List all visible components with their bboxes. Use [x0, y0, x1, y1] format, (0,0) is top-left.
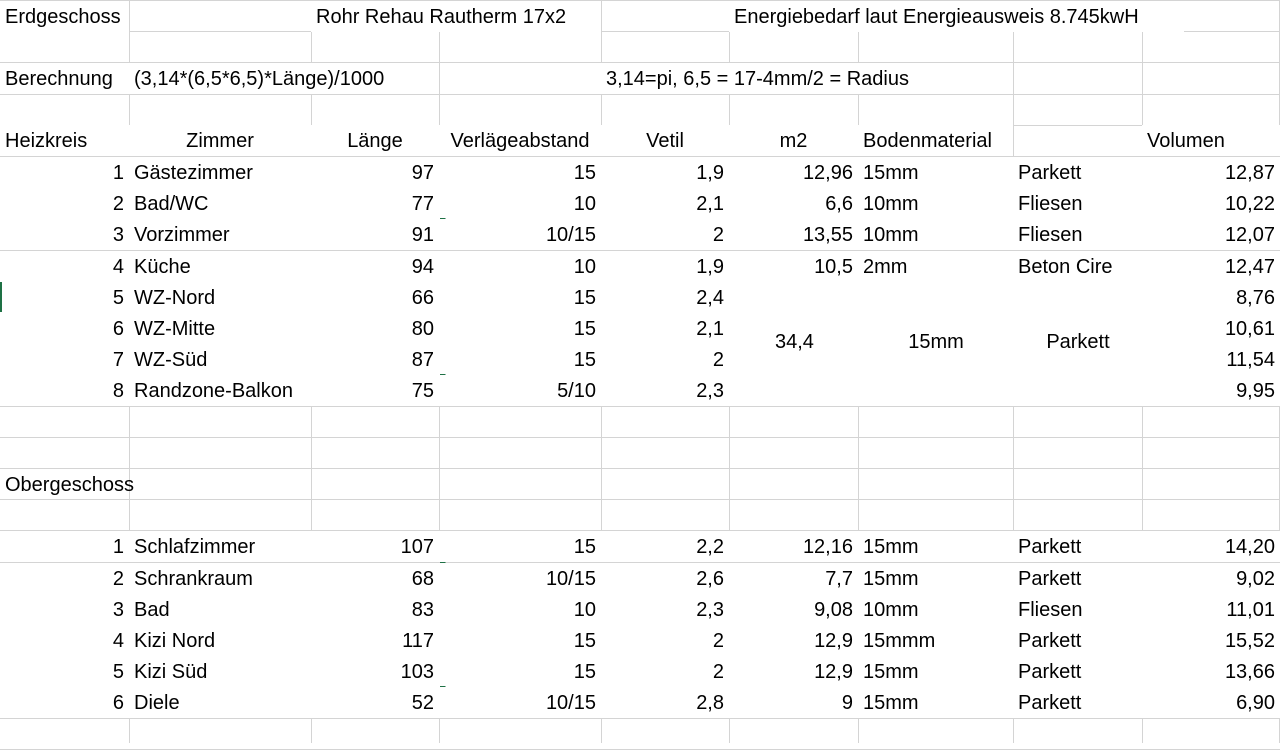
- og-row-m2-cell[interactable]: 12,16: [729, 531, 858, 562]
- header-heizkreis[interactable]: Heizkreis: [0, 125, 129, 156]
- eg-row-zimmer-cell[interactable]: Vorzimmer: [129, 219, 311, 250]
- og-row-boden-cell[interactable]: 10mm: [858, 594, 1013, 625]
- merged-wz-material[interactable]: [1014, 281, 1142, 404]
- eg-row-volumen-cell[interactable]: 10,61: [1142, 313, 1280, 344]
- header-laenge[interactable]: Länge: [311, 125, 439, 156]
- cell-erdgeschoss-title[interactable]: Erdgeschoss: [0, 1, 129, 32]
- selected-row-marker: [0, 282, 2, 312]
- eg-row-zimmer-cell[interactable]: Küche: [129, 251, 311, 282]
- eg-row-laenge-cell[interactable]: 97: [311, 157, 439, 188]
- og-row-volumen-cell[interactable]: 15,52: [1142, 625, 1280, 656]
- og-row-m2-cell[interactable]: 9: [729, 687, 858, 718]
- og-row-ventil-cell[interactable]: 2,3: [601, 594, 729, 625]
- og-row-nr-cell[interactable]: 6: [0, 687, 129, 718]
- og-row-nr-cell[interactable]: 3: [0, 594, 129, 625]
- eg-row-material-cell[interactable]: Fliesen: [1013, 188, 1142, 219]
- eg-row-nr-cell[interactable]: 2: [0, 188, 129, 219]
- og-row-zimmer-cell[interactable]: Schlafzimmer: [129, 531, 311, 562]
- eg-row-boden-cell[interactable]: 2mm: [858, 251, 1013, 282]
- og-row-boden-cell[interactable]: 15mm: [858, 687, 1013, 718]
- merged-wz-material-value: Parkett: [1046, 331, 1110, 353]
- header-verlegeabstand[interactable]: Verlägeabstand: [439, 125, 601, 156]
- eg-row-zimmer-cell[interactable]: Randzone-Balkon: [129, 375, 311, 406]
- eg-row-volumen-cell[interactable]: 12,87: [1142, 157, 1280, 188]
- og-row-material-cell[interactable]: Parkett: [1013, 563, 1142, 594]
- og-row-laenge-cell[interactable]: 83: [311, 594, 439, 625]
- eg-row-zimmer-cell[interactable]: WZ-Nord: [129, 282, 311, 313]
- og-row-nr-cell[interactable]: 2: [0, 563, 129, 594]
- eg-row-material-cell[interactable]: Beton Cire: [1013, 251, 1142, 282]
- og-row-volumen-cell[interactable]: 6,90: [1142, 687, 1280, 718]
- og-row-material-cell[interactable]: Fliesen: [1013, 594, 1142, 625]
- header-m2[interactable]: m2: [729, 125, 858, 156]
- eg-row-m2-cell[interactable]: 10,5: [729, 251, 858, 282]
- og-row-nr-cell[interactable]: 1: [0, 531, 129, 562]
- grid-row-line: [0, 499, 1280, 500]
- og-row-zimmer-cell[interactable]: Kizi Süd: [129, 656, 311, 687]
- og-row-ventil-cell[interactable]: 2: [601, 625, 729, 656]
- eg-row-boden-cell[interactable]: 15mm: [858, 157, 1013, 188]
- og-row-material-cell[interactable]: Parkett: [1013, 531, 1142, 562]
- eg-row-laenge-cell[interactable]: 77: [311, 188, 439, 219]
- eg-row-abstand-cell[interactable]: 15: [439, 344, 601, 375]
- og-row-laenge-cell[interactable]: 68: [311, 563, 439, 594]
- grid-row-line: [0, 718, 1280, 719]
- eg-row-abstand-cell[interactable]: 15: [439, 313, 601, 344]
- header-bodenmaterial[interactable]: Bodenmaterial: [858, 125, 1013, 156]
- eg-row-ventil-cell[interactable]: 1,9: [601, 157, 729, 188]
- eg-row-ventil-cell[interactable]: 2,1: [601, 313, 729, 344]
- eg-row-abstand-cell[interactable]: 15: [439, 282, 601, 313]
- eg-row-nr-cell[interactable]: 5: [0, 282, 129, 313]
- eg-row-nr-cell[interactable]: 8: [0, 375, 129, 406]
- cell-berechnung-formula[interactable]: (3,14*(6,5*6,5)*Länge)/1000: [129, 63, 439, 94]
- eg-row-ventil-cell[interactable]: 1,9: [601, 251, 729, 282]
- eg-row-abstand-cell[interactable]: 10: [439, 188, 601, 219]
- eg-row-abstand-cell[interactable]: 15: [439, 157, 601, 188]
- header-volumen[interactable]: Volumen: [1142, 125, 1280, 156]
- eg-row-laenge-cell[interactable]: 80: [311, 313, 439, 344]
- og-row-volumen-cell[interactable]: 11,01: [1142, 594, 1280, 625]
- og-row-zimmer-cell[interactable]: Bad: [129, 594, 311, 625]
- og-row-volumen-cell[interactable]: 14,20: [1142, 531, 1280, 562]
- eg-row-volumen-cell[interactable]: 11,54: [1142, 344, 1280, 375]
- eg-row-laenge-cell[interactable]: 91: [311, 219, 439, 250]
- cell-obergeschoss-title[interactable]: Obergeschoss: [5, 474, 134, 496]
- grid-row-line: [0, 406, 1280, 407]
- og-row-ventil-cell[interactable]: 2,8: [601, 687, 729, 718]
- og-row-zimmer-cell[interactable]: Schrankraum: [129, 563, 311, 594]
- og-row-zimmer-cell[interactable]: Diele: [129, 687, 311, 718]
- og-row-boden-cell[interactable]: 15mm: [858, 563, 1013, 594]
- eg-row-abstand-cell[interactable]: 5/10: [439, 375, 601, 406]
- eg-row-zimmer-cell[interactable]: Gästezimmer: [129, 157, 311, 188]
- eg-row-volumen-cell[interactable]: 9,95: [1142, 375, 1280, 406]
- eg-row-ventil-cell[interactable]: 2,1: [601, 188, 729, 219]
- og-row-m2-cell[interactable]: 12,9: [729, 656, 858, 687]
- og-row-m2-cell[interactable]: 12,9: [729, 625, 858, 656]
- eg-row-boden-cell[interactable]: 10mm: [858, 188, 1013, 219]
- og-row-m2-cell[interactable]: 9,08: [729, 594, 858, 625]
- grid-row-line: [0, 94, 1280, 95]
- og-row-boden-cell[interactable]: 15mmm: [858, 625, 1013, 656]
- og-row-abstand-cell[interactable]: 10: [439, 594, 601, 625]
- og-row-nr-cell[interactable]: 4: [0, 625, 129, 656]
- og-row-abstand-cell[interactable]: 15: [439, 531, 601, 562]
- og-row-laenge-cell[interactable]: 107: [311, 531, 439, 562]
- eg-row-laenge-cell[interactable]: 75: [311, 375, 439, 406]
- og-row-zimmer-cell[interactable]: Kizi Nord: [129, 625, 311, 656]
- eg-row-abstand-cell[interactable]: 10: [439, 251, 601, 282]
- cell-energie-title[interactable]: Energiebedarf laut Energieausweis 8.745kwH: [729, 1, 1184, 32]
- og-row-m2-cell[interactable]: 7,7: [729, 563, 858, 594]
- og-row-abstand-cell[interactable]: 10/15: [439, 687, 601, 718]
- og-row-laenge-cell[interactable]: 117: [311, 625, 439, 656]
- og-row-material-cell[interactable]: Parkett: [1013, 625, 1142, 656]
- og-row-abstand-cell[interactable]: 10/15: [439, 563, 601, 594]
- eg-row-zimmer-cell[interactable]: WZ-Mitte: [129, 313, 311, 344]
- header-ventil[interactable]: Vetil: [601, 125, 729, 156]
- eg-row-material-cell[interactable]: Parkett: [1013, 157, 1142, 188]
- eg-row-nr-cell[interactable]: 1: [0, 157, 129, 188]
- eg-row-boden-cell[interactable]: 10mm: [858, 219, 1013, 250]
- merged-wz-m2-value: 34,4: [775, 331, 814, 353]
- eg-row-volumen-cell[interactable]: 8,76: [1142, 282, 1280, 313]
- og-row-volumen-cell[interactable]: 9,02: [1142, 563, 1280, 594]
- eg-row-nr-cell[interactable]: 6: [0, 313, 129, 344]
- eg-row-nr-cell[interactable]: 7: [0, 344, 129, 375]
- eg-row-laenge-cell[interactable]: 66: [311, 282, 439, 313]
- eg-row-m2-cell[interactable]: 13,55: [729, 219, 858, 250]
- og-row-laenge-cell[interactable]: 52: [311, 687, 439, 718]
- eg-row-volumen-cell[interactable]: 10,22: [1142, 188, 1280, 219]
- grid-row-line: [0, 437, 1280, 438]
- eg-row-ventil-cell[interactable]: 2: [601, 219, 729, 250]
- eg-row-abstand-cell[interactable]: 10/15: [439, 219, 601, 250]
- eg-row-laenge-cell[interactable]: 94: [311, 251, 439, 282]
- eg-row-ventil-cell[interactable]: 2,4: [601, 282, 729, 313]
- eg-row-ventil-cell[interactable]: 2: [601, 344, 729, 375]
- merged-wz-boden[interactable]: [859, 281, 1013, 404]
- og-row-boden-cell[interactable]: 15mm: [858, 531, 1013, 562]
- og-row-laenge-cell[interactable]: 103: [311, 656, 439, 687]
- og-row-ventil-cell[interactable]: 2,2: [601, 531, 729, 562]
- eg-row-laenge-cell[interactable]: 87: [311, 344, 439, 375]
- og-row-ventil-cell[interactable]: 2: [601, 656, 729, 687]
- eg-row-material-cell[interactable]: Fliesen: [1013, 219, 1142, 250]
- eg-row-nr-cell[interactable]: 4: [0, 251, 129, 282]
- header-zimmer[interactable]: Zimmer: [129, 125, 311, 156]
- eg-row-nr-cell[interactable]: 3: [0, 219, 129, 250]
- eg-row-volumen-cell[interactable]: 12,47: [1142, 251, 1280, 282]
- cell-berechnung-note[interactable]: 3,14=pi, 6,5 = 17-4mm/2 = Radius: [601, 63, 1013, 94]
- merged-wz-m2[interactable]: [730, 281, 858, 404]
- og-row-abstand-cell[interactable]: 15: [439, 625, 601, 656]
- eg-row-ventil-cell[interactable]: 2,3: [601, 375, 729, 406]
- og-row-volumen-cell[interactable]: 13,66: [1142, 656, 1280, 687]
- eg-row-zimmer-cell[interactable]: WZ-Süd: [129, 344, 311, 375]
- og-row-nr-cell[interactable]: 5: [0, 656, 129, 687]
- og-row-abstand-cell[interactable]: 15: [439, 656, 601, 687]
- eg-row-m2-cell[interactable]: 12,96: [729, 157, 858, 188]
- eg-row-volumen-cell[interactable]: 12,07: [1142, 219, 1280, 250]
- og-row-material-cell[interactable]: Parkett: [1013, 656, 1142, 687]
- cell-berechnung-label[interactable]: Berechnung: [0, 63, 129, 94]
- grid-row-line: [0, 468, 1280, 469]
- og-row-boden-cell[interactable]: 15mm: [858, 656, 1013, 687]
- cell-rohr-title[interactable]: Rohr Rehau Rautherm 17x2: [311, 1, 601, 32]
- merged-wz-boden-value: 15mm: [908, 331, 964, 353]
- eg-row-zimmer-cell[interactable]: Bad/WC: [129, 188, 311, 219]
- eg-row-m2-cell[interactable]: 6,6: [729, 188, 858, 219]
- og-row-ventil-cell[interactable]: 2,6: [601, 563, 729, 594]
- og-row-material-cell[interactable]: Parkett: [1013, 687, 1142, 718]
